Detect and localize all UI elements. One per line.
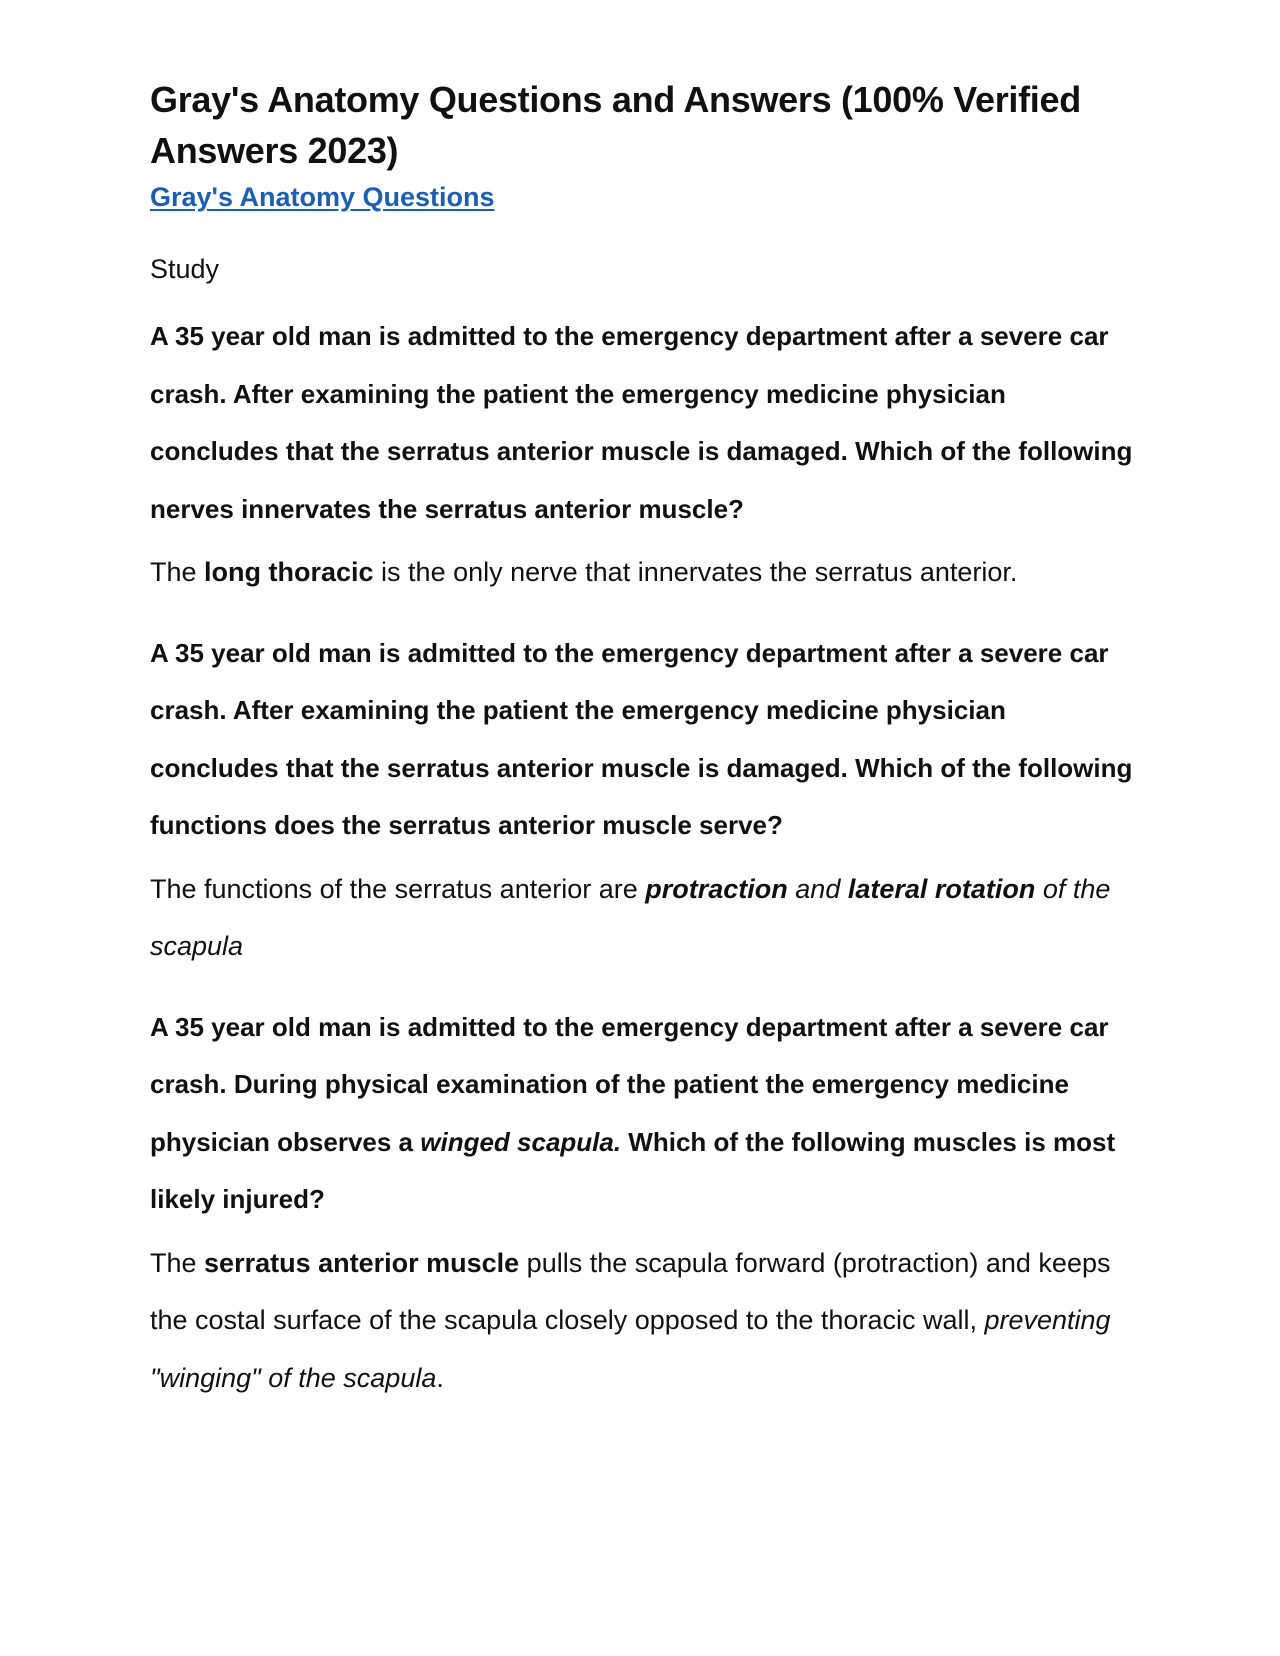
question-3 [150, 999, 1140, 1229]
question-2: A 35 year old man is admitted to the emergency department after a severe car crash. After examining the patient the emergency medicine physician concludes that the serratus anterior muscle is damaged. Which of the following functions does the serratus anterior muscle serve? [150, 637, 1133, 840]
page-title: Gray's Anatomy Questions and Answers (100% Verified Answers 2023) [150, 79, 1081, 171]
document-page [150, 74, 1140, 1407]
answer-3 [150, 1235, 1140, 1408]
answer-2 [150, 861, 1140, 976]
answer-3-italic: preventing "winging" of the scapula [150, 1305, 1111, 1393]
answer-3-prefix: The [150, 1247, 205, 1278]
answer-3-middle: pulls the scapula forward (protraction) and keeps the costal surface of the scapula closely opposed to the thoracic wall, [150, 1247, 1111, 1335]
question-3-winged-scapula: winged scapula. [420, 1126, 622, 1157]
answer-3-bold: serratus anterior muscle [204, 1247, 520, 1278]
answer-2-protraction: protraction [645, 873, 788, 904]
answer-2-prefix: The functions of the serratus anterior are [150, 873, 646, 904]
answer-2-and: and [787, 873, 848, 904]
answer-1-suffix: is the only nerve that innervates the serratus anterior. [373, 557, 1018, 587]
answer-3-suffix: . [436, 1362, 444, 1393]
answer-2-lateral-rotation: lateral rotation [847, 873, 1036, 904]
grays-anatomy-questions-link[interactable]: Gray's Anatomy Questions [150, 182, 495, 212]
question-3-suffix: Which of the following muscles is most likely injured? [150, 1126, 1116, 1214]
question-1: A 35 year old man is admitted to the emergency department after a severe car crash. After examining the patient the emergency medicine physician concludes that the serratus anterior muscle is damaged. Which of the following nerves innervates the serratus anterior muscle? [150, 321, 1133, 524]
question-3-prefix: A 35 year old man is admitted to the emergency department after a severe car crash. During physical examination of the patient the emergency medicine physician observes a [150, 1011, 1109, 1157]
answer-1-bold: long thoracic [204, 557, 374, 587]
study-label: Study [150, 254, 220, 284]
answer-2-suffix: of the scapula [150, 873, 1111, 961]
answer-1-prefix: The [150, 557, 205, 587]
answer-1 [150, 544, 1140, 602]
